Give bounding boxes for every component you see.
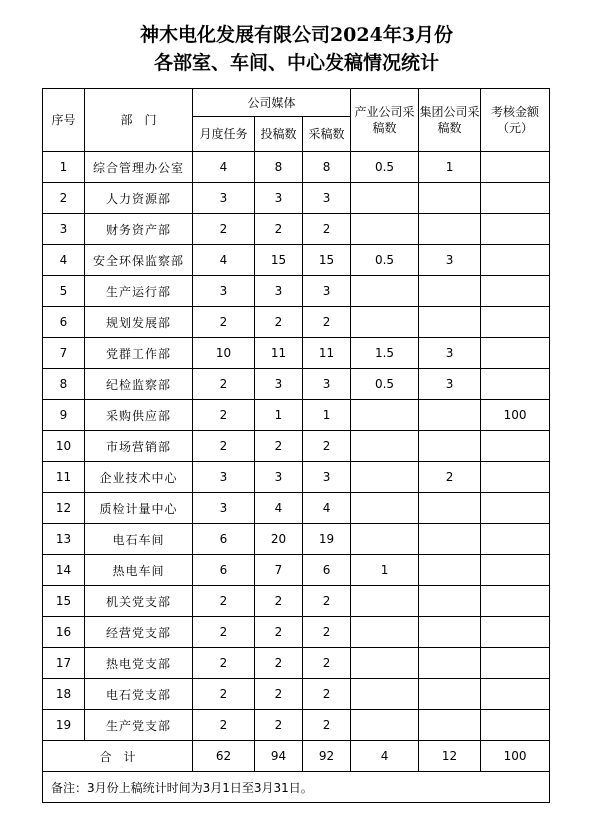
adopted-cell: 2 xyxy=(303,586,351,617)
industry-cell xyxy=(351,493,419,524)
seq-cell: 18 xyxy=(43,679,85,710)
adopted-cell: 3 xyxy=(303,462,351,493)
seq-cell: 17 xyxy=(43,648,85,679)
industry-cell xyxy=(351,400,419,431)
dept-cell: 电石车间 xyxy=(85,524,193,555)
title-line-2: 各部室、车间、中心发稿情况统计 xyxy=(153,52,439,74)
total-group: 12 xyxy=(419,741,481,772)
header-group-adopted: 集团公司采稿数 xyxy=(419,89,481,152)
group-cell xyxy=(419,183,481,214)
header-industry-adopted: 产业公司采稿数 xyxy=(351,89,419,152)
dept-cell: 规划发展部 xyxy=(85,307,193,338)
dept-cell: 机关党支部 xyxy=(85,586,193,617)
adopted-cell: 2 xyxy=(303,214,351,245)
header-submitted: 投稿数 xyxy=(255,117,303,152)
group-cell xyxy=(419,307,481,338)
industry-cell xyxy=(351,710,419,741)
group-cell xyxy=(419,710,481,741)
reward-cell xyxy=(481,555,550,586)
dept-cell: 安全环保监察部 xyxy=(85,245,193,276)
adopted-cell: 6 xyxy=(303,555,351,586)
group-cell: 3 xyxy=(419,338,481,369)
table-row xyxy=(43,462,550,493)
seq-cell: 11 xyxy=(43,462,85,493)
monthly-task-cell: 2 xyxy=(193,369,255,400)
reward-cell xyxy=(481,493,550,524)
reward-cell xyxy=(481,214,550,245)
industry-cell: 0.5 xyxy=(351,245,419,276)
monthly-task-cell: 2 xyxy=(193,400,255,431)
dept-cell: 电石党支部 xyxy=(85,679,193,710)
adopted-cell: 15 xyxy=(303,245,351,276)
submitted-cell: 20 xyxy=(255,524,303,555)
table-row xyxy=(43,586,550,617)
adopted-cell: 19 xyxy=(303,524,351,555)
group-cell xyxy=(419,586,481,617)
adopted-cell: 3 xyxy=(303,276,351,307)
group-cell xyxy=(419,617,481,648)
reward-cell xyxy=(481,431,550,462)
submitted-cell: 11 xyxy=(255,338,303,369)
dept-cell: 采购供应部 xyxy=(85,400,193,431)
table-row xyxy=(43,679,550,710)
table-row xyxy=(43,493,550,524)
industry-cell: 1.5 xyxy=(351,338,419,369)
table-row xyxy=(43,214,550,245)
header-monthly-task: 月度任务 xyxy=(193,117,255,152)
adopted-cell: 8 xyxy=(303,152,351,183)
group-cell xyxy=(419,493,481,524)
dept-cell: 党群工作部 xyxy=(85,338,193,369)
seq-cell: 8 xyxy=(43,369,85,400)
dept-cell: 人力资源部 xyxy=(85,183,193,214)
header-reward: 考核金额（元） xyxy=(481,89,550,152)
dept-cell: 生产党支部 xyxy=(85,710,193,741)
reward-cell xyxy=(481,648,550,679)
submitted-cell: 4 xyxy=(255,493,303,524)
group-cell xyxy=(419,400,481,431)
table-row xyxy=(43,648,550,679)
monthly-task-cell: 2 xyxy=(193,617,255,648)
group-cell xyxy=(419,679,481,710)
monthly-task-cell: 3 xyxy=(193,462,255,493)
submitted-cell: 2 xyxy=(255,648,303,679)
table-row xyxy=(43,524,550,555)
total-submitted: 94 xyxy=(255,741,303,772)
table-row xyxy=(43,276,550,307)
header-company-media: 公司媒体 xyxy=(193,89,351,117)
group-cell: 1 xyxy=(419,152,481,183)
submitted-cell: 2 xyxy=(255,586,303,617)
group-cell xyxy=(419,214,481,245)
industry-cell: 0.5 xyxy=(351,369,419,400)
group-cell xyxy=(419,276,481,307)
reward-cell xyxy=(481,338,550,369)
monthly-task-cell: 2 xyxy=(193,586,255,617)
monthly-task-cell: 3 xyxy=(193,493,255,524)
monthly-task-cell: 3 xyxy=(193,276,255,307)
industry-cell xyxy=(351,462,419,493)
statistics-table xyxy=(42,88,550,803)
reward-cell xyxy=(481,524,550,555)
adopted-cell: 3 xyxy=(303,183,351,214)
monthly-task-cell: 4 xyxy=(193,152,255,183)
submitted-cell: 15 xyxy=(255,245,303,276)
submitted-cell: 2 xyxy=(255,679,303,710)
total-label: 合 计 xyxy=(43,741,193,772)
industry-cell xyxy=(351,183,419,214)
table-row xyxy=(43,617,550,648)
reward-cell xyxy=(481,307,550,338)
reward-cell: 100 xyxy=(481,400,550,431)
monthly-task-cell: 2 xyxy=(193,307,255,338)
table-row xyxy=(43,183,550,214)
table-row xyxy=(43,245,550,276)
adopted-cell: 2 xyxy=(303,307,351,338)
group-cell xyxy=(419,524,481,555)
seq-cell: 4 xyxy=(43,245,85,276)
total-task: 62 xyxy=(193,741,255,772)
total-row xyxy=(43,741,550,772)
industry-cell xyxy=(351,431,419,462)
industry-cell xyxy=(351,648,419,679)
seq-cell: 5 xyxy=(43,276,85,307)
table-row xyxy=(43,152,550,183)
adopted-cell: 2 xyxy=(303,648,351,679)
submitted-cell: 7 xyxy=(255,555,303,586)
reward-cell xyxy=(481,462,550,493)
seq-cell: 14 xyxy=(43,555,85,586)
seq-cell: 6 xyxy=(43,307,85,338)
submitted-cell: 3 xyxy=(255,183,303,214)
reward-cell xyxy=(481,369,550,400)
table-row xyxy=(43,431,550,462)
reward-cell xyxy=(481,276,550,307)
seq-cell: 15 xyxy=(43,586,85,617)
header-dept: 部 门 xyxy=(85,89,193,152)
adopted-cell: 4 xyxy=(303,493,351,524)
submitted-cell: 2 xyxy=(255,214,303,245)
seq-cell: 10 xyxy=(43,431,85,462)
reward-cell xyxy=(481,679,550,710)
submitted-cell: 8 xyxy=(255,152,303,183)
adopted-cell: 2 xyxy=(303,617,351,648)
group-cell xyxy=(419,648,481,679)
group-cell xyxy=(419,555,481,586)
reward-cell xyxy=(481,710,550,741)
submitted-cell: 3 xyxy=(255,462,303,493)
reward-cell xyxy=(481,183,550,214)
adopted-cell: 2 xyxy=(303,710,351,741)
reward-cell xyxy=(481,245,550,276)
table-row xyxy=(43,400,550,431)
industry-cell xyxy=(351,307,419,338)
dept-cell: 市场营销部 xyxy=(85,431,193,462)
header-seq: 序号 xyxy=(43,89,85,152)
note-row xyxy=(43,772,550,803)
monthly-task-cell: 2 xyxy=(193,431,255,462)
title-line-1: 神木电化发展有限公司2024年3月份 xyxy=(139,24,454,46)
dept-cell: 企业技术中心 xyxy=(85,462,193,493)
group-cell: 3 xyxy=(419,369,481,400)
table-row xyxy=(43,338,550,369)
table-row xyxy=(43,307,550,338)
table-row xyxy=(43,369,550,400)
seq-cell: 7 xyxy=(43,338,85,369)
submitted-cell: 2 xyxy=(255,431,303,462)
dept-cell: 质检计量中心 xyxy=(85,493,193,524)
reward-cell xyxy=(481,152,550,183)
seq-cell: 12 xyxy=(43,493,85,524)
dept-cell: 热电党支部 xyxy=(85,648,193,679)
group-cell xyxy=(419,431,481,462)
industry-cell xyxy=(351,586,419,617)
submitted-cell: 3 xyxy=(255,369,303,400)
group-cell: 2 xyxy=(419,462,481,493)
submitted-cell: 2 xyxy=(255,710,303,741)
industry-cell xyxy=(351,276,419,307)
industry-cell: 1 xyxy=(351,555,419,586)
adopted-cell: 11 xyxy=(303,338,351,369)
seq-cell: 13 xyxy=(43,524,85,555)
total-industry: 4 xyxy=(351,741,419,772)
seq-cell: 9 xyxy=(43,400,85,431)
adopted-cell: 2 xyxy=(303,679,351,710)
note-text: 备注：3月份上稿统计时间为3月1日至3月31日。 xyxy=(43,772,550,803)
seq-cell: 19 xyxy=(43,710,85,741)
submitted-cell: 3 xyxy=(255,276,303,307)
industry-cell xyxy=(351,617,419,648)
industry-cell: 0.5 xyxy=(351,152,419,183)
monthly-task-cell: 3 xyxy=(193,183,255,214)
adopted-cell: 2 xyxy=(303,431,351,462)
seq-cell: 1 xyxy=(43,152,85,183)
monthly-task-cell: 2 xyxy=(193,648,255,679)
adopted-cell: 1 xyxy=(303,400,351,431)
dept-cell: 生产运行部 xyxy=(85,276,193,307)
header-adopted: 采稿数 xyxy=(303,117,351,152)
monthly-task-cell: 2 xyxy=(193,679,255,710)
dept-cell: 热电车间 xyxy=(85,555,193,586)
dept-cell: 经营党支部 xyxy=(85,617,193,648)
table-body xyxy=(43,152,550,741)
dept-cell: 综合管理办公室 xyxy=(85,152,193,183)
monthly-task-cell: 2 xyxy=(193,710,255,741)
reward-cell xyxy=(481,586,550,617)
seq-cell: 16 xyxy=(43,617,85,648)
monthly-task-cell: 6 xyxy=(193,524,255,555)
monthly-task-cell: 4 xyxy=(193,245,255,276)
submitted-cell: 2 xyxy=(255,617,303,648)
group-cell: 3 xyxy=(419,245,481,276)
industry-cell xyxy=(351,214,419,245)
reward-cell xyxy=(481,617,550,648)
total-adopted: 92 xyxy=(303,741,351,772)
monthly-task-cell: 10 xyxy=(193,338,255,369)
dept-cell: 财务资产部 xyxy=(85,214,193,245)
monthly-task-cell: 6 xyxy=(193,555,255,586)
monthly-task-cell: 2 xyxy=(193,214,255,245)
total-reward: 100 xyxy=(481,741,550,772)
submitted-cell: 1 xyxy=(255,400,303,431)
industry-cell xyxy=(351,679,419,710)
table-row xyxy=(43,710,550,741)
seq-cell: 2 xyxy=(43,183,85,214)
adopted-cell: 3 xyxy=(303,369,351,400)
industry-cell xyxy=(351,524,419,555)
dept-cell: 纪检监察部 xyxy=(85,369,193,400)
table-row xyxy=(43,555,550,586)
submitted-cell: 2 xyxy=(255,307,303,338)
seq-cell: 3 xyxy=(43,214,85,245)
